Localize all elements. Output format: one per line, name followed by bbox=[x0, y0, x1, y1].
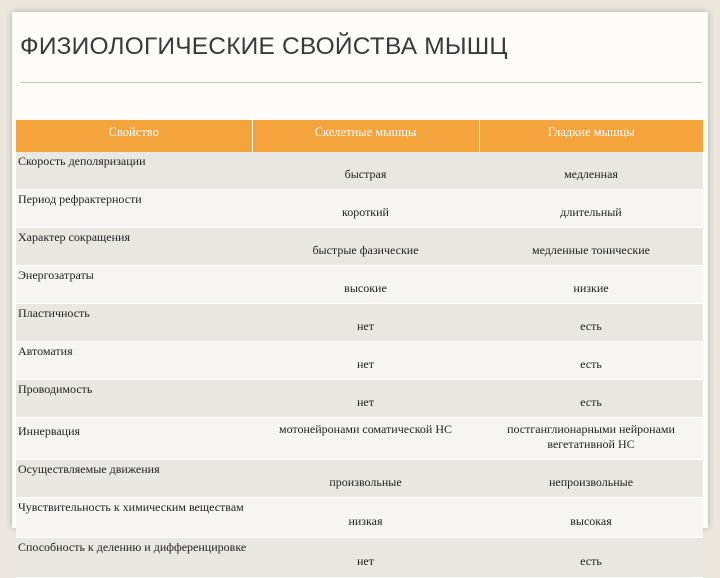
header-skeletal: Скелетные мышцы bbox=[252, 120, 479, 152]
table-row bbox=[16, 266, 703, 304]
property-cell: Чувствительность к химическим веществам bbox=[16, 498, 252, 538]
smooth-cell: низкие bbox=[479, 266, 703, 304]
table-row bbox=[16, 190, 703, 228]
smooth-cell: постганглионарными нейронами вегетативной НС bbox=[479, 418, 703, 460]
smooth-cell: высокая bbox=[479, 498, 703, 538]
skeletal-cell: короткий bbox=[252, 190, 479, 228]
skeletal-cell: нет bbox=[252, 380, 479, 418]
skeletal-cell: нет bbox=[252, 538, 479, 578]
smooth-cell: непроизвольные bbox=[479, 460, 703, 498]
property-cell: Пластичность bbox=[16, 304, 252, 342]
smooth-cell: медленные тонические bbox=[479, 228, 703, 266]
smooth-cell: длительный bbox=[479, 190, 703, 228]
table-row bbox=[16, 380, 703, 418]
skeletal-cell: мотонейронами соматической НС bbox=[252, 418, 479, 460]
skeletal-cell: нет bbox=[252, 304, 479, 342]
smooth-cell: медленная bbox=[479, 152, 703, 190]
smooth-cell: есть bbox=[479, 342, 703, 380]
property-cell: Способность к делению и дифференцировке bbox=[16, 538, 252, 578]
table-row bbox=[16, 228, 703, 266]
smooth-cell: есть bbox=[479, 304, 703, 342]
table-row bbox=[16, 152, 703, 190]
table-header-row bbox=[16, 120, 703, 152]
smooth-cell: есть bbox=[479, 538, 703, 578]
title-divider bbox=[20, 82, 702, 83]
skeletal-cell: высокие bbox=[252, 266, 479, 304]
skeletal-cell: нет bbox=[252, 342, 479, 380]
smooth-cell: есть bbox=[479, 380, 703, 418]
table-row bbox=[16, 538, 703, 578]
property-cell: Характер сокращения bbox=[16, 228, 252, 266]
slide-title: ФИЗИОЛОГИЧЕСКИЕ СВОЙСТВА МЫШЦ bbox=[20, 33, 508, 60]
skeletal-cell: произвольные bbox=[252, 460, 479, 498]
property-cell: Осуществляемые движения bbox=[16, 460, 252, 498]
table-row bbox=[16, 460, 703, 498]
property-cell: Автоматия bbox=[16, 342, 252, 380]
skeletal-cell: быстрые фазические bbox=[252, 228, 479, 266]
table-row bbox=[16, 418, 703, 460]
skeletal-cell: низкая bbox=[252, 498, 479, 538]
property-cell: Проводимость bbox=[16, 380, 252, 418]
properties-table bbox=[16, 120, 703, 578]
table-row bbox=[16, 304, 703, 342]
property-cell: Энергозатраты bbox=[16, 266, 252, 304]
table-row bbox=[16, 498, 703, 538]
property-cell: Иннервация bbox=[16, 418, 252, 460]
property-cell: Период рефрактерности bbox=[16, 190, 252, 228]
header-smooth: Гладкие мышцы bbox=[479, 120, 703, 152]
header-property: Свойство bbox=[16, 120, 252, 152]
property-cell: Скорость деполяризации bbox=[16, 152, 252, 190]
table-row bbox=[16, 342, 703, 380]
skeletal-cell: быстрая bbox=[252, 152, 479, 190]
